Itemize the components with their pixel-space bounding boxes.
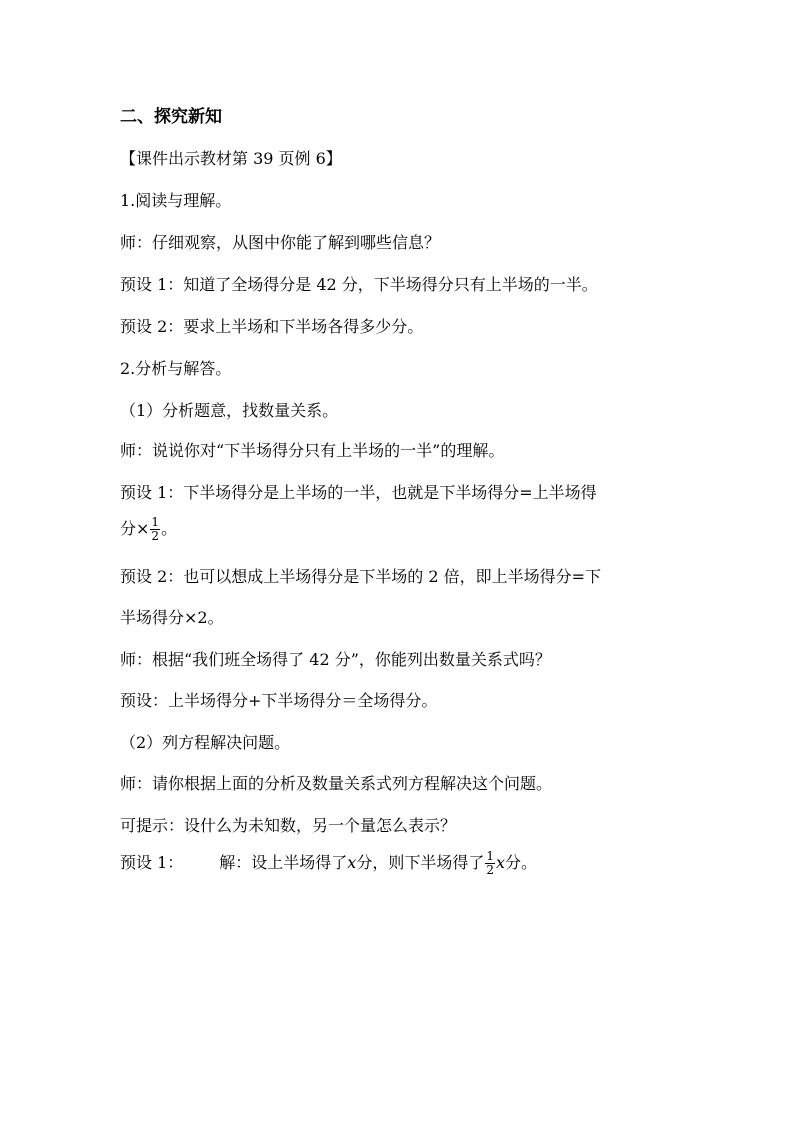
teacher-question-4: 师：请你根据上面的分析及数量关系式列方程解决这个问题。 [120, 774, 553, 793]
part2-title: 2.分析与解答。 [120, 359, 232, 378]
teacher-question-2: 师：说说你对“下半场得分只有上半场的一半”的理解。 [120, 441, 505, 460]
preset-1-line-2-suffix: 。 [161, 519, 178, 538]
preset-1-line-2-prefix: 分× [120, 519, 150, 538]
teacher-question-3: 师：根据“我们班全场得了 42 分”，你能列出数量关系式吗？ [120, 650, 551, 669]
fraction-half [150, 516, 160, 543]
section-heading: 二、探究新知 [120, 107, 222, 127]
preset-2-info: 预设 2：要求上半场和下半场各得多少分。 [120, 317, 424, 336]
solution-text-c: 分。 [505, 853, 538, 872]
sub-step-2: （2）列方程解决问题。 [120, 733, 291, 752]
solution-text-b: 分，则下半场得了 [356, 853, 485, 872]
preset-2-line-2: 半场得分×2。 [120, 608, 224, 627]
solution-label: 预设 1： [120, 853, 184, 872]
fraction-denominator-2: 2 [486, 863, 494, 877]
variable-x-2: x [495, 853, 506, 872]
courseware-note: 【课件出示教材第 39 页例 6】 [120, 149, 342, 168]
preset-relation: 预设：上半场得分+下半场得分＝全场得分。 [120, 691, 438, 710]
solution-text-a: 解：设上半场得了 [219, 853, 348, 872]
preset-1-line-2 [120, 516, 177, 543]
hint-line: 可提示：设什么为未知数，另一个量怎么表示？ [120, 816, 457, 835]
fraction-numerator-2: 1 [486, 849, 494, 863]
variable-x-1: x [347, 853, 357, 872]
preset-1-line-1: 预设 1：下半场得分是上半场的一半，也就是下半场得分=上半场得 [120, 483, 597, 502]
preset-1-info: 预设 1：知道了全场得分是 42 分，下半场得分只有上半场的一半。 [120, 275, 598, 294]
fraction-denominator: 2 [151, 529, 160, 543]
sub-step-1: （1）分析题意，找数量关系。 [120, 401, 339, 420]
part1-title: 1.阅读与理解。 [120, 191, 232, 210]
fraction-numerator: 1 [151, 515, 160, 529]
solution-line [120, 850, 537, 877]
fraction-half-2 [485, 850, 495, 877]
teacher-question-1: 师：仔细观察，从图中你能了解到哪些信息？ [120, 233, 441, 252]
preset-2-line-1: 预设 2：也可以想成上半场得分是下半场的 2 倍，即上半场得分=下 [120, 567, 602, 586]
